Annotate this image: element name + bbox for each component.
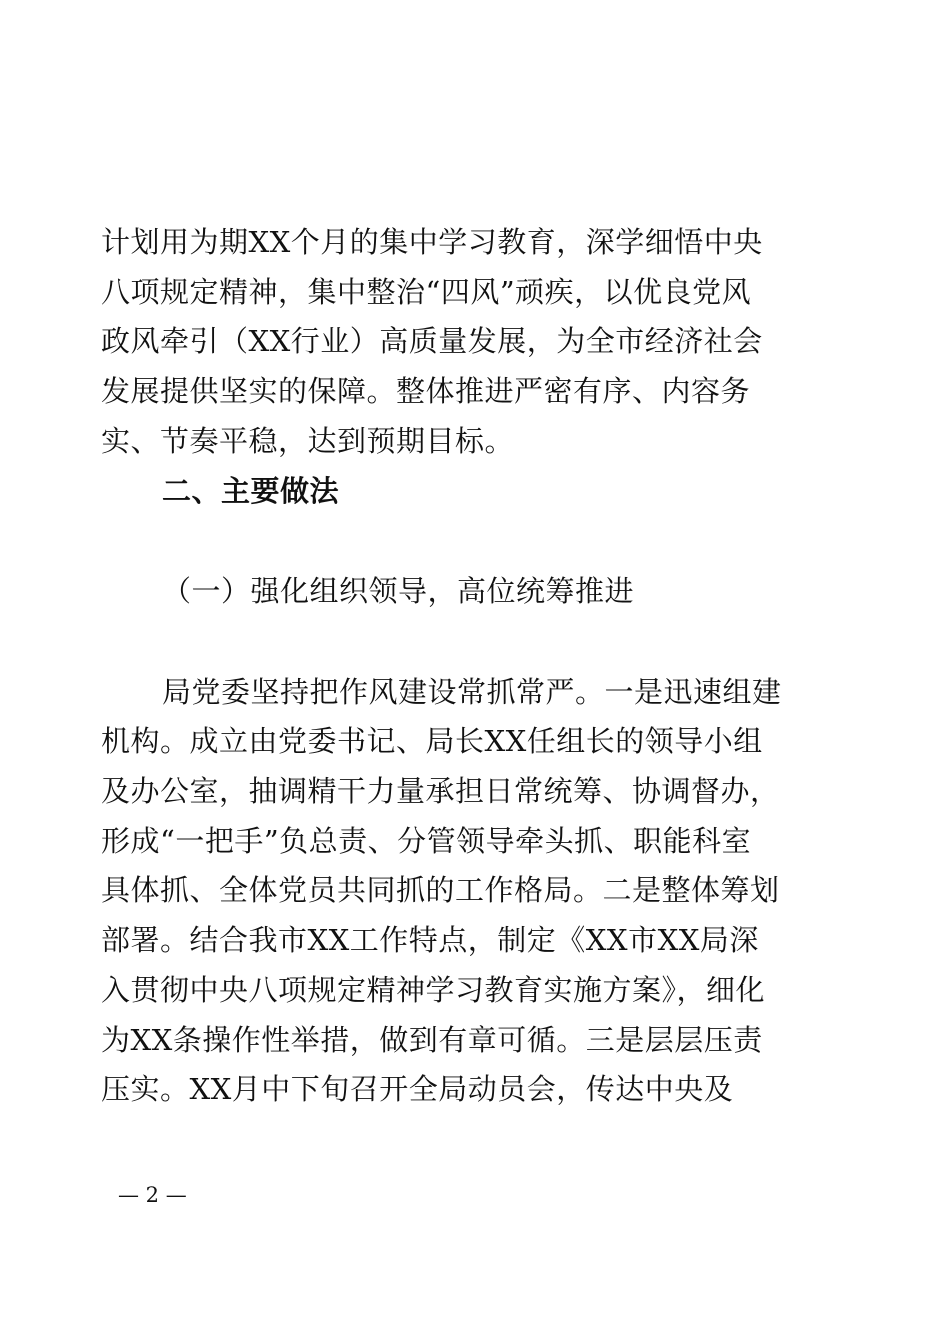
- paragraph-2-line-2: 机构。成立由党委书记、局长XX任组长的领导小组: [101, 724, 763, 758]
- paragraph-2-line-8: 为XX条操作性举措，做到有章可循。三是层层压责: [101, 1023, 763, 1057]
- paragraph-1-line-5: 实、节奏平稳，达到预期目标。: [101, 424, 515, 458]
- subheading: （一）强化组织领导，高位统筹推进: [162, 574, 635, 608]
- paragraph-2-line-7: 入贯彻中央八项规定精神学习教育实施方案》，细化: [101, 973, 766, 1007]
- paragraph-1-line-1: 计划用为期XX个月的集中学习教育，深学细悟中央: [101, 225, 763, 259]
- paragraph-2-line-4: 形成“一把手”负总责、分管领导牵头抓、职能科室: [101, 824, 752, 858]
- paragraph-1-line-2: 八项规定精神，集中整治“四风”顽疾，以优良党风: [101, 275, 752, 309]
- section-heading: 二、主要做法: [162, 474, 340, 508]
- paragraph-2-line-3: 及办公室，抽调精干力量承担日常统筹、协调督办，: [101, 774, 780, 808]
- paragraph-1-line-4: 发展提供坚实的保障。整体推进严密有序、内容务: [101, 374, 751, 408]
- page-number: — 2 —: [118, 1183, 187, 1207]
- paragraph-2-line-1: 局党委坚持把作风建设常抓常严。一是迅速组建: [162, 675, 782, 709]
- paragraph-2-line-5: 具体抓、全体党员共同抓的工作格局。二是整体筹划: [101, 873, 780, 907]
- paragraph-2-line-6: 部署。结合我市XX工作特点，制定《XX市XX局深: [101, 923, 759, 957]
- paragraph-2-line-9: 压实。XX月中下旬召开全局动员会，传达中央及: [101, 1072, 734, 1106]
- paragraph-1-line-3: 政风牵引（XX行业）高质量发展，为全市经济社会: [101, 324, 763, 358]
